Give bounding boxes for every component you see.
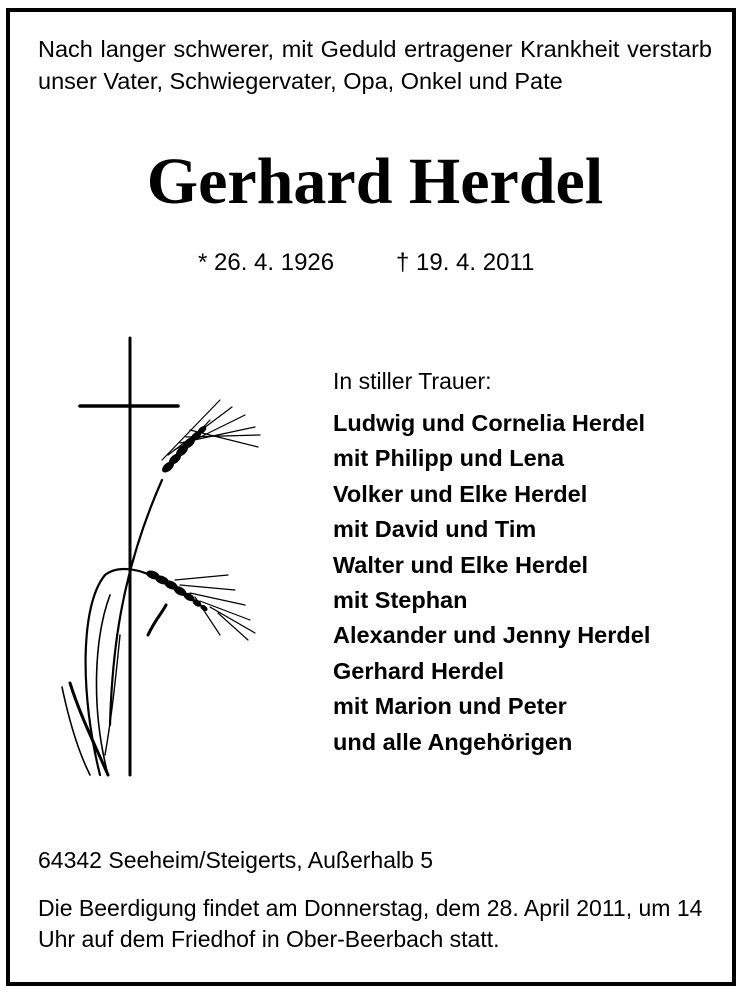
list-item: Alexander und Jenny Herdel <box>333 622 651 649</box>
list-item: mit Marion und Peter <box>333 693 567 720</box>
funeral-notice: Die Beerdigung findet am Donnerstag, dem 28. April 2011, um 14 Uhr auf dem Friedhof in Ober-Beerbach statt. <box>38 895 703 952</box>
mourning-label: In stiller Trauer: <box>333 368 492 394</box>
address: 64342 Seeheim/Steigerts, Außerhalb 5 <box>38 847 434 873</box>
list-item: und alle Angehörigen <box>333 728 573 755</box>
list-item: mit Stephan <box>333 587 468 614</box>
intro-text: Nach langer schwerer, mit Geduld ertragener Krankheit verstarb unser Vater, Schwiegervater, Opa, Onkel und Pate <box>38 36 712 94</box>
mourner-list <box>333 406 650 760</box>
list-item: Gerhard Herdel <box>333 657 505 684</box>
list-item: Ludwig und Cornelia Herdel <box>333 410 646 436</box>
death-date: † 19. 4. 2011 <box>396 249 535 276</box>
list-item: Volker und Elke Herdel <box>333 480 588 507</box>
list-item: Walter und Elke Herdel <box>333 551 589 578</box>
list-item: mit Philipp und Lena <box>333 445 565 472</box>
deceased-name: Gerhard Herdel <box>146 145 604 218</box>
cross-with-wheat-icon <box>50 335 280 780</box>
birth-date: * 26. 4. 1926 <box>198 249 335 276</box>
list-item: mit David und Tim <box>333 516 537 543</box>
